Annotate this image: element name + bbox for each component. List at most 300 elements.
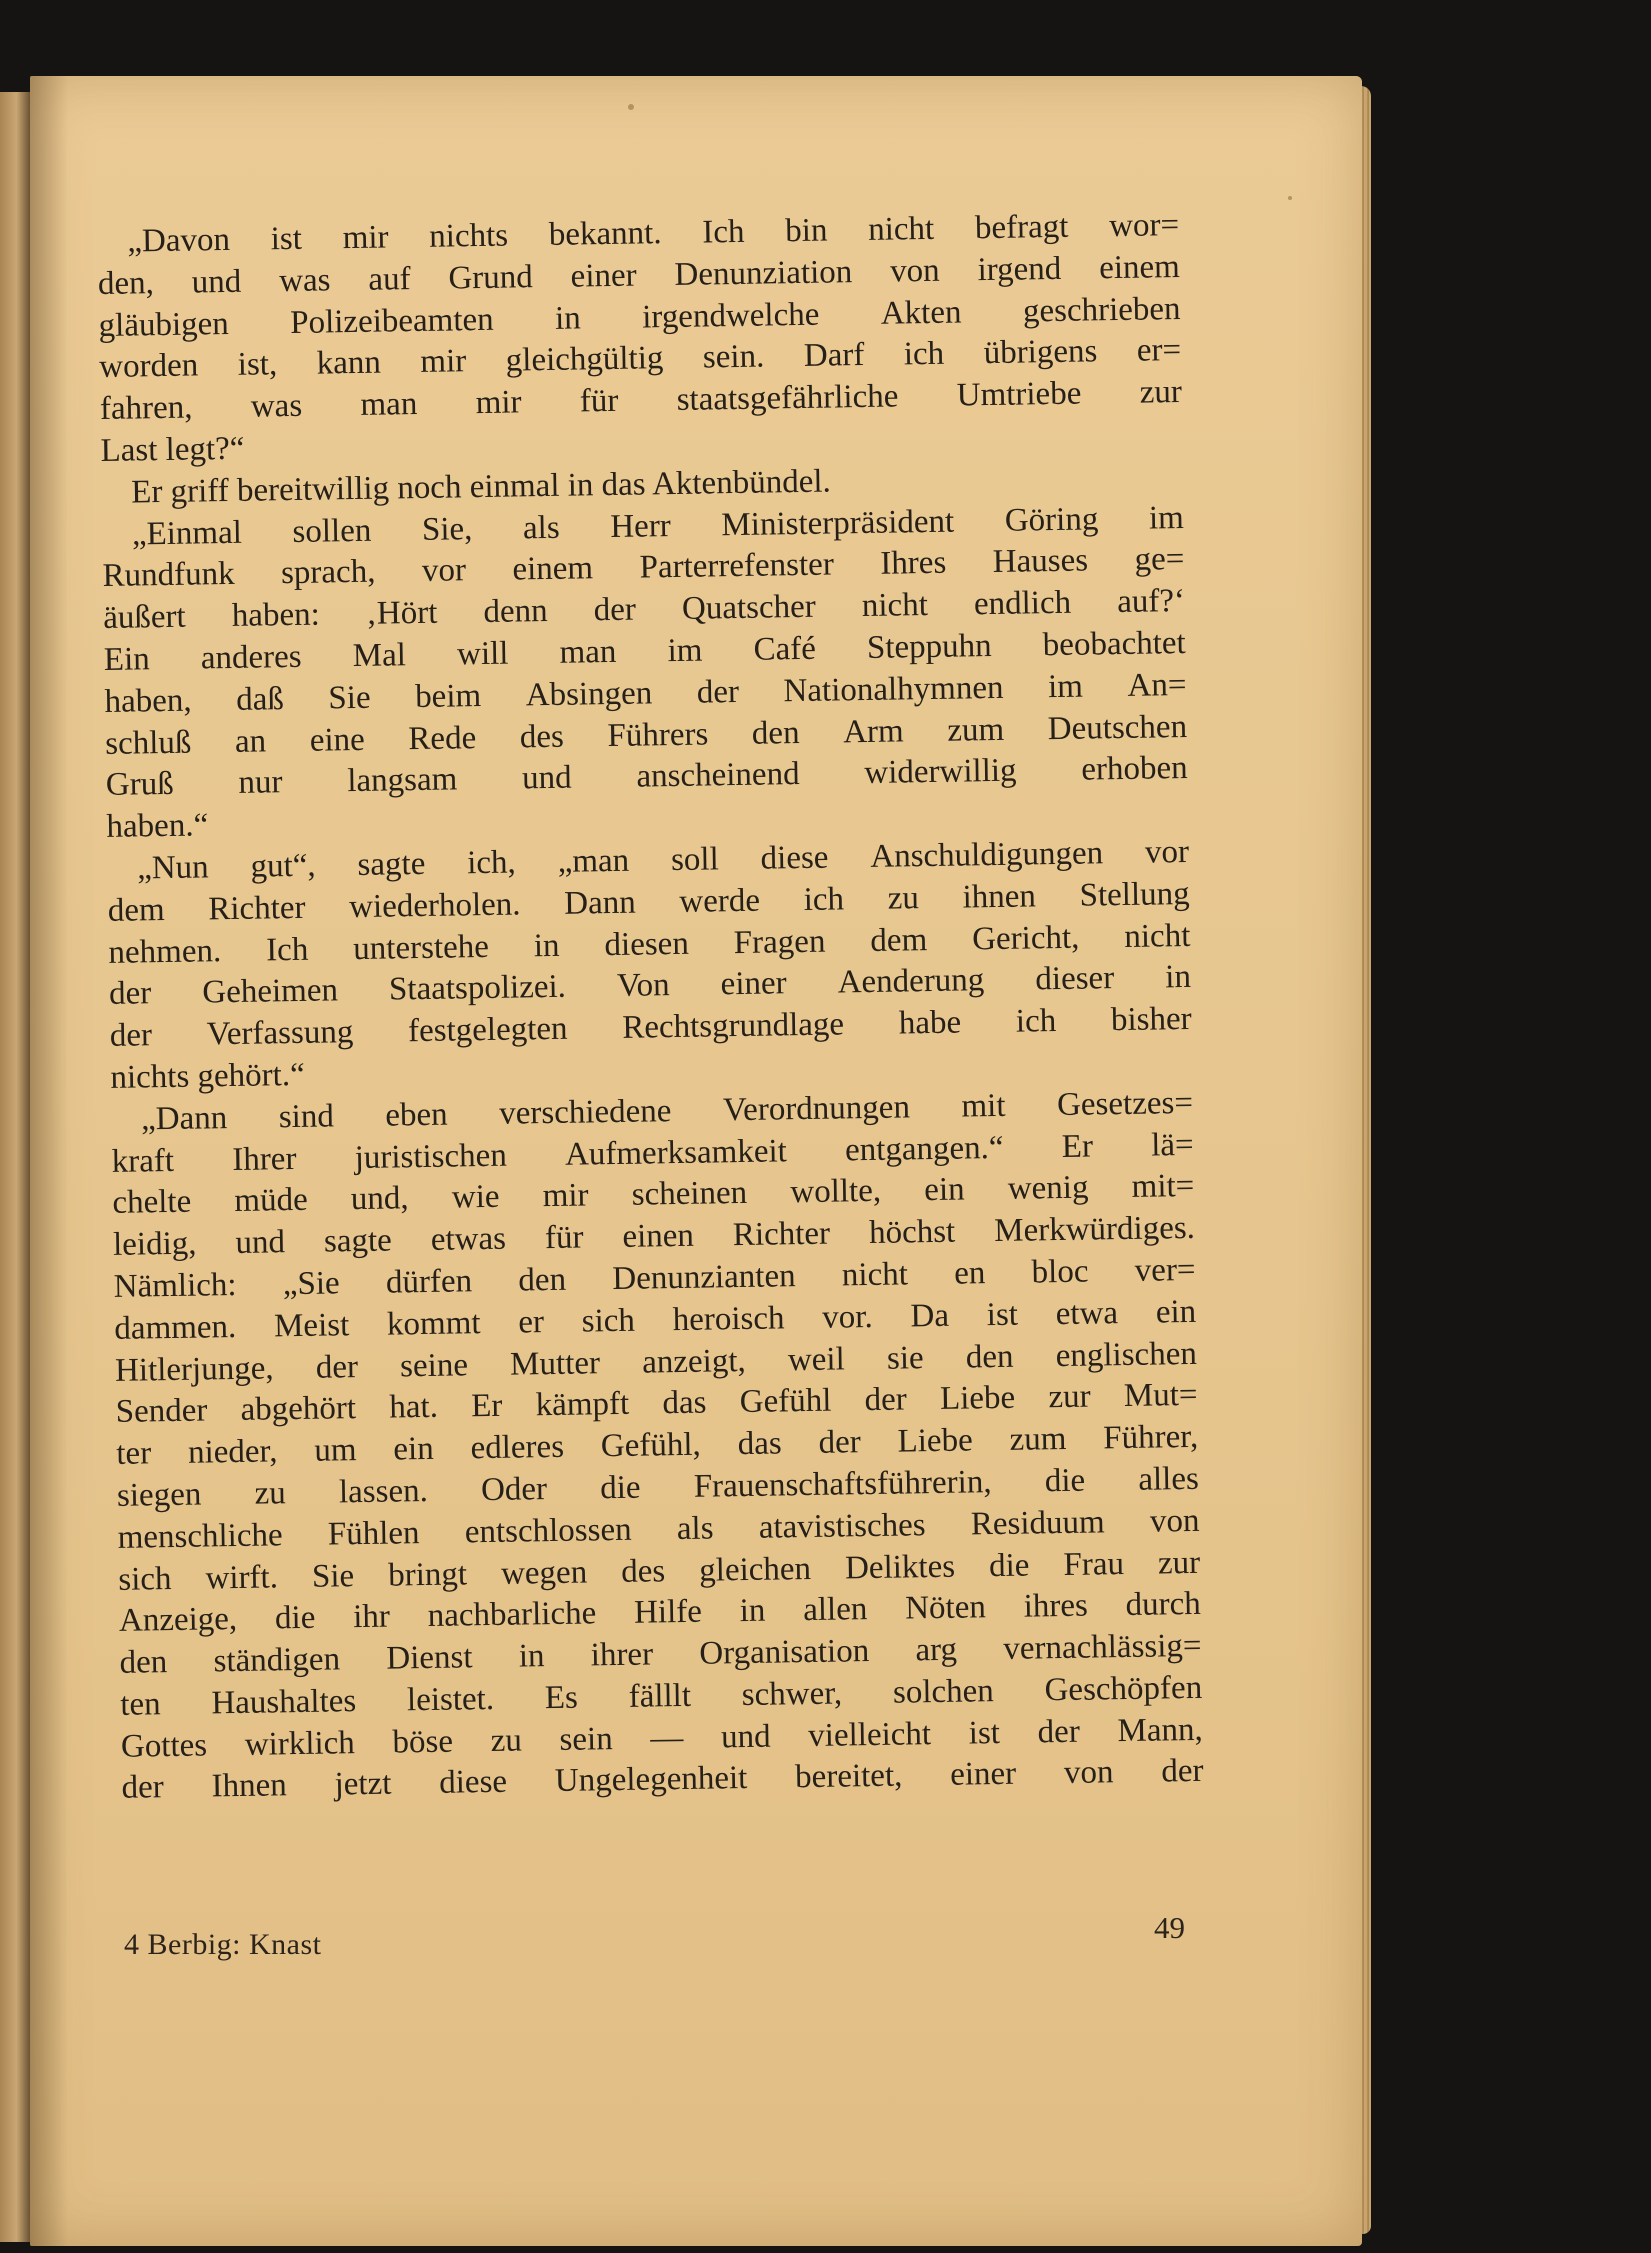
- word: man: [559, 633, 617, 671]
- word: wor=: [1108, 207, 1180, 245]
- word: Fühlen: [327, 1514, 420, 1553]
- word: hat.: [389, 1389, 439, 1426]
- word: Gesetzes=: [1056, 1084, 1194, 1123]
- word: der: [108, 975, 152, 1013]
- word: chelte: [112, 1183, 192, 1222]
- word: Café: [753, 630, 817, 668]
- word: wirklich: [244, 1724, 356, 1763]
- word: als: [522, 509, 560, 546]
- word: vor: [1144, 833, 1190, 871]
- word: atavistisches: [758, 1506, 926, 1546]
- word: kommt: [386, 1304, 481, 1343]
- word: was: [278, 262, 331, 299]
- word: Denunziation: [674, 253, 853, 293]
- gutter-shadow: [30, 76, 68, 2246]
- word: Sie: [328, 679, 371, 717]
- word: mir: [420, 343, 467, 381]
- word: sprach,: [280, 554, 376, 592]
- word: Richter: [732, 1215, 831, 1254]
- word: abgehört: [240, 1390, 357, 1429]
- word: auf: [368, 260, 411, 298]
- word: nieder,: [187, 1433, 278, 1471]
- word: einer: [949, 1756, 1017, 1794]
- word: daß: [235, 680, 285, 718]
- word: Gruß: [105, 766, 174, 804]
- word: will: [456, 635, 509, 673]
- word: von: [1063, 1754, 1114, 1792]
- word: „Sie: [282, 1265, 340, 1303]
- word: Rundfunk: [102, 556, 235, 595]
- word: unterstehe: [352, 928, 490, 967]
- word: das: [737, 1425, 782, 1463]
- word: in: [739, 1592, 766, 1630]
- word: Liebe: [897, 1422, 973, 1460]
- word: ver=: [1134, 1251, 1196, 1289]
- word: mir: [475, 384, 522, 422]
- word: in: [554, 300, 582, 337]
- word: Umtriebe: [956, 375, 1082, 414]
- word: zur: [1157, 1544, 1201, 1581]
- word: entschlossen: [464, 1511, 632, 1551]
- text-line: nichts gehört.“: [110, 1056, 305, 1096]
- word: Organisation: [699, 1633, 870, 1672]
- word: Hilfe: [633, 1593, 703, 1632]
- word: Ungelegenheit: [554, 1760, 748, 1800]
- word: nicht: [841, 1256, 909, 1294]
- word: Aufmerksamkeit: [564, 1132, 788, 1173]
- word: Staatspolizei.: [388, 969, 567, 1008]
- word: fahren,: [99, 389, 193, 428]
- word: mit=: [1131, 1168, 1195, 1206]
- word: Stellung: [1079, 875, 1190, 914]
- word: wenig: [1007, 1169, 1089, 1208]
- word: ist: [986, 1296, 1019, 1333]
- word: höchst: [868, 1213, 956, 1252]
- word: ihr: [352, 1598, 391, 1636]
- word: Mut=: [1123, 1377, 1198, 1415]
- word: ständigen: [213, 1641, 341, 1680]
- word: und: [521, 759, 572, 797]
- word: ist: [968, 1714, 1001, 1752]
- word: endlich: [973, 584, 1072, 623]
- word: beobachtet: [1042, 624, 1186, 664]
- word: siegen: [116, 1476, 202, 1514]
- word: „Davon: [127, 221, 231, 260]
- word: von: [889, 252, 940, 290]
- word: Sie: [311, 1557, 355, 1595]
- word: wiederholen.: [348, 886, 521, 925]
- word: Ihres: [880, 545, 947, 583]
- word: gläubigen: [98, 305, 230, 344]
- word: staatsgefährliche: [676, 378, 899, 419]
- word: geschrieben: [1022, 290, 1181, 330]
- word: Rede: [408, 719, 477, 757]
- word: nichts: [428, 217, 509, 255]
- word: Ein: [103, 641, 150, 678]
- word: Da: [910, 1297, 950, 1335]
- word: ge=: [1134, 541, 1185, 579]
- word: im: [1047, 668, 1084, 705]
- word: vor: [421, 552, 467, 590]
- word: Mutter: [509, 1344, 601, 1383]
- word: dürfen: [385, 1263, 473, 1301]
- page-number: 49: [1154, 1910, 1185, 1945]
- word: Führers: [607, 716, 709, 754]
- word: Verordnungen: [722, 1089, 911, 1129]
- word: Parterrefenster: [639, 546, 835, 586]
- word: einen: [622, 1217, 695, 1255]
- word: Verfassung: [206, 1014, 354, 1053]
- word: mit: [961, 1087, 1006, 1125]
- word: dammen.: [114, 1308, 237, 1347]
- word: der: [1037, 1713, 1081, 1751]
- word: vernachlässig=: [1003, 1627, 1202, 1668]
- word: wirft.: [205, 1558, 279, 1596]
- word: das: [662, 1384, 707, 1422]
- word: fälllt: [628, 1677, 692, 1715]
- word: scheinen: [631, 1175, 748, 1214]
- word: befragt: [974, 208, 1069, 247]
- word: der: [121, 1769, 165, 1807]
- word: böse: [392, 1723, 454, 1761]
- word: und: [191, 263, 242, 301]
- word: zu: [490, 1722, 523, 1759]
- word: irgend: [977, 250, 1062, 288]
- word: er=: [1136, 332, 1182, 370]
- word: der: [696, 673, 740, 711]
- word: Liebe: [939, 1380, 1016, 1418]
- word: mir: [542, 1177, 589, 1215]
- word: durch: [1125, 1586, 1202, 1624]
- word: ich: [903, 336, 945, 373]
- word: der: [315, 1348, 359, 1386]
- word: auf?‘: [1116, 583, 1186, 621]
- word: Hauses: [992, 542, 1089, 581]
- word: von: [1149, 1502, 1200, 1540]
- word: Nationalhymnen: [783, 669, 1004, 710]
- word: wollte,: [790, 1173, 882, 1211]
- word: diesen: [604, 925, 690, 963]
- word: die: [599, 1469, 641, 1507]
- word: bloc: [1031, 1253, 1089, 1291]
- word: einem: [1098, 248, 1181, 287]
- word: schwer,: [741, 1675, 843, 1713]
- word: nur: [238, 764, 283, 802]
- word: worden: [99, 347, 199, 386]
- word: An=: [1127, 666, 1187, 704]
- word: Steppuhn: [866, 627, 992, 666]
- word: leistet.: [406, 1680, 495, 1719]
- word: Deliktes: [844, 1548, 956, 1586]
- word: sind: [278, 1098, 335, 1135]
- word: der: [593, 591, 637, 629]
- word: habe: [898, 1004, 962, 1042]
- word: für: [544, 1219, 584, 1257]
- word: zu: [887, 879, 920, 917]
- word: ich: [803, 881, 845, 918]
- word: ist,: [237, 346, 278, 384]
- word: im: [1148, 499, 1185, 537]
- word: Ihrer: [232, 1140, 297, 1178]
- word: schluß: [104, 724, 192, 762]
- word: und: [235, 1224, 286, 1262]
- word: er: [518, 1303, 545, 1341]
- word: heroisch: [672, 1300, 785, 1338]
- word: wegen: [500, 1553, 588, 1592]
- word: vielleicht: [807, 1715, 932, 1754]
- word: vor.: [821, 1298, 873, 1336]
- word: mir: [342, 219, 389, 257]
- word: Meist: [273, 1306, 350, 1345]
- word: Denunzianten: [612, 1258, 796, 1297]
- word: Frau: [1063, 1545, 1125, 1583]
- word: alles: [1138, 1460, 1200, 1498]
- word: zum: [1009, 1421, 1067, 1458]
- word: beim: [414, 677, 482, 715]
- word: Es: [544, 1679, 579, 1717]
- word: edleres: [470, 1428, 565, 1467]
- word: den,: [97, 264, 155, 302]
- word: langsam: [347, 761, 458, 800]
- word: der: [109, 1017, 153, 1055]
- word: haben:: [231, 596, 321, 635]
- word: Rechtsgrundlage: [622, 1006, 845, 1046]
- word: diese: [438, 1764, 508, 1802]
- word: sollen: [292, 512, 372, 550]
- word: Gottes: [120, 1727, 208, 1765]
- word: und,: [350, 1180, 409, 1218]
- word: und: [720, 1718, 771, 1756]
- word: dieser: [1035, 960, 1115, 998]
- word: ich,: [466, 844, 517, 882]
- word: der: [1161, 1753, 1204, 1790]
- word: erhoben: [1081, 750, 1188, 788]
- word: Merkwürdiges.: [993, 1210, 1196, 1250]
- word: Führer,: [1102, 1418, 1199, 1457]
- word: menschliche: [117, 1516, 283, 1556]
- word: an: [234, 722, 267, 760]
- word: in: [518, 1638, 545, 1675]
- word: zur: [1048, 1378, 1091, 1416]
- word: im: [667, 632, 703, 670]
- word: Akten: [880, 294, 962, 332]
- word: Gefühl: [739, 1382, 832, 1421]
- word: kann: [316, 344, 382, 382]
- word: seine: [399, 1346, 469, 1384]
- word: ihrer: [590, 1636, 654, 1674]
- word: die: [988, 1547, 1030, 1584]
- word: etwa: [1055, 1294, 1119, 1332]
- word: —: [650, 1719, 684, 1757]
- word: Frauenschaftsführerin,: [693, 1464, 992, 1505]
- word: ten: [120, 1686, 161, 1723]
- word: dem: [107, 891, 165, 929]
- word: ein: [1155, 1293, 1197, 1331]
- word: man: [360, 386, 418, 424]
- word: Grund: [448, 258, 534, 297]
- word: einem: [512, 550, 594, 588]
- word: Nöten: [904, 1589, 987, 1627]
- word: Dienst: [386, 1639, 473, 1677]
- word: ihres: [1023, 1587, 1089, 1625]
- word: Nämlich:: [113, 1266, 237, 1305]
- word: was: [250, 387, 303, 425]
- word: anscheinend: [636, 756, 800, 795]
- word: Dann: [563, 884, 636, 922]
- word: solchen: [892, 1672, 995, 1711]
- word: nicht: [1124, 917, 1191, 955]
- word: Polizeibeamten: [289, 301, 494, 341]
- word: irgendwelche: [641, 296, 820, 336]
- word: nicht: [867, 210, 935, 248]
- word: Anschuldigungen: [870, 835, 1104, 875]
- word: in: [1164, 959, 1192, 996]
- word: Ihnen: [211, 1767, 288, 1805]
- word: bereitet,: [794, 1758, 903, 1796]
- word: gut“,: [250, 847, 316, 885]
- word: den: [965, 1338, 1014, 1376]
- facing-page-edge: [0, 92, 30, 2242]
- word: Oder: [480, 1470, 548, 1509]
- word: allen: [802, 1591, 868, 1629]
- word: den: [518, 1261, 567, 1299]
- word: haben,: [104, 682, 192, 720]
- word: ich: [1015, 1003, 1057, 1040]
- body-text: [97, 205, 1204, 1810]
- word: eben: [385, 1096, 448, 1134]
- word: diese: [760, 839, 829, 877]
- word: ihnen: [962, 878, 1037, 916]
- paper-speck: [628, 104, 634, 110]
- text-line: haben.“: [106, 807, 209, 846]
- word: sie: [886, 1339, 924, 1377]
- word: des: [620, 1552, 666, 1590]
- word: nehmen.: [108, 932, 222, 971]
- word: in: [533, 927, 560, 964]
- word: Mal: [352, 637, 407, 675]
- word: Ich: [702, 213, 745, 251]
- word: zu: [254, 1475, 286, 1512]
- word: sagte: [357, 845, 426, 883]
- word: der: [864, 1381, 908, 1419]
- word: Von: [616, 967, 670, 1005]
- word: den: [751, 714, 800, 752]
- word: zur: [1139, 374, 1183, 411]
- word: zum: [947, 711, 1005, 749]
- footer-signature: 4 Berbig: Knast: [124, 1928, 322, 1961]
- word: sein.: [702, 338, 765, 376]
- word: bisher: [1110, 1001, 1192, 1039]
- word: festgelegten: [407, 1010, 568, 1050]
- word: gleichgültig: [505, 340, 664, 379]
- word: sich: [581, 1302, 636, 1340]
- paper-speck: [1288, 196, 1292, 200]
- word: ter: [116, 1435, 152, 1472]
- word: des: [519, 718, 565, 755]
- word: übrigens: [983, 333, 1098, 372]
- word: sich: [118, 1560, 172, 1598]
- word: entgangen.“: [844, 1129, 1004, 1168]
- word: ein: [923, 1171, 965, 1209]
- word: für: [579, 383, 619, 420]
- word: lä=: [1150, 1126, 1194, 1164]
- word: äußert: [102, 598, 186, 637]
- word: müde: [234, 1182, 308, 1220]
- word: werde: [679, 882, 761, 920]
- word: um: [314, 1432, 357, 1469]
- word: eine: [309, 721, 366, 759]
- word: Haushaltes: [211, 1683, 357, 1722]
- word: leidig,: [112, 1225, 197, 1263]
- word: anderes: [200, 638, 302, 677]
- word: Geheimen: [202, 972, 339, 1011]
- word: „Nun: [136, 849, 209, 887]
- word: en: [953, 1255, 986, 1292]
- word: widerwillig: [864, 752, 1017, 792]
- word: Richter: [208, 889, 306, 928]
- word: gleichen: [698, 1550, 812, 1589]
- word: nicht: [861, 587, 929, 625]
- word: als: [676, 1510, 714, 1547]
- word: Arm: [842, 712, 904, 750]
- word: „Einmal: [131, 514, 243, 553]
- word: die: [1044, 1462, 1086, 1500]
- word: bin: [784, 212, 828, 250]
- word: ein: [393, 1430, 434, 1468]
- word: Geschöpfen: [1044, 1669, 1203, 1709]
- word: Göring: [1004, 500, 1099, 539]
- word: Aenderung: [837, 962, 985, 1001]
- word: etwas: [430, 1220, 507, 1259]
- word: weil: [787, 1340, 846, 1378]
- word: Darf: [803, 337, 865, 375]
- word: Sender: [115, 1392, 208, 1431]
- word: dem: [870, 921, 928, 959]
- word: Absingen: [525, 675, 653, 714]
- word: sein: [559, 1720, 613, 1758]
- word: Quatscher: [681, 588, 817, 628]
- word: anzeigt,: [641, 1342, 746, 1381]
- word: Fragen: [733, 923, 826, 961]
- word: sagte: [323, 1222, 393, 1260]
- word: bringt: [387, 1555, 468, 1594]
- word: jetzt: [334, 1766, 392, 1803]
- word: juristischen: [354, 1137, 508, 1176]
- word: die: [274, 1600, 316, 1637]
- word: Er: [470, 1388, 503, 1425]
- word: kraft: [111, 1142, 175, 1180]
- word: arg: [915, 1631, 958, 1669]
- word: Mann,: [1117, 1711, 1203, 1749]
- word: ist: [270, 220, 303, 258]
- word: wie: [451, 1179, 500, 1216]
- word: nachbarliche: [427, 1595, 597, 1635]
- word: „Dann: [140, 1099, 228, 1138]
- word: Er: [1061, 1128, 1094, 1165]
- word: verschiedene: [498, 1092, 672, 1132]
- word: denn: [483, 593, 548, 631]
- text-line: Er griff bereitwillig noch einmal in das Aktenbündel.: [130, 463, 832, 511]
- word: lassen.: [338, 1472, 429, 1511]
- word: englischen: [1055, 1335, 1198, 1374]
- text-line: Last legt?“: [100, 430, 245, 469]
- word: bekannt.: [548, 215, 662, 253]
- word: Ministerpräsident: [721, 503, 955, 543]
- word: Gericht,: [971, 919, 1080, 957]
- word: Hitlerjunge,: [114, 1349, 274, 1389]
- word: Sie,: [421, 510, 473, 548]
- word: einer: [720, 965, 787, 1003]
